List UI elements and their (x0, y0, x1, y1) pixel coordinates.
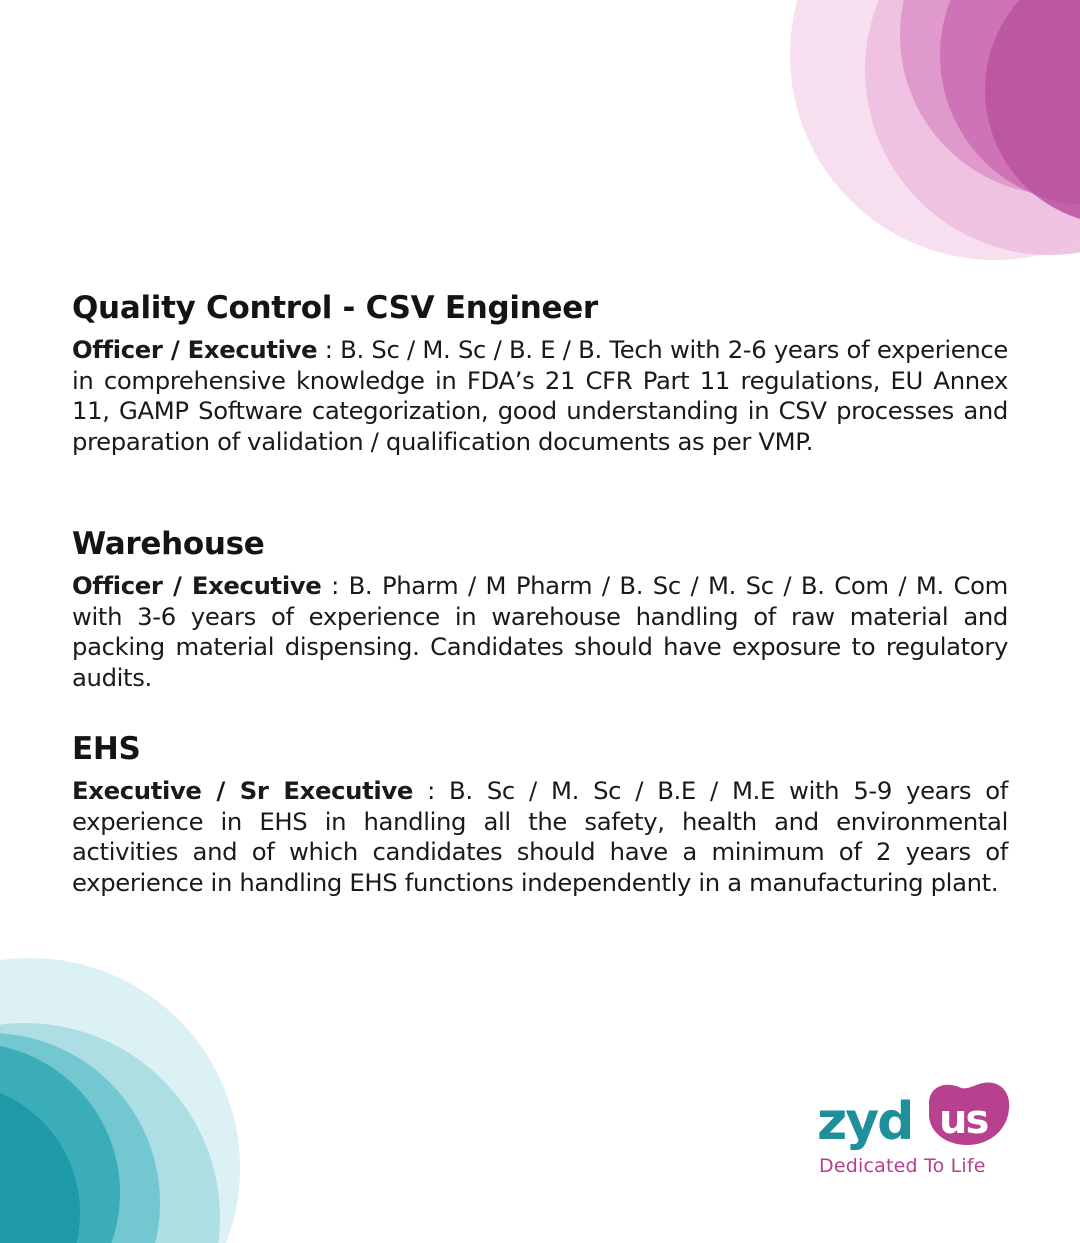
section-quality-control (72, 289, 1008, 457)
section-warehouse (72, 525, 1008, 693)
section-ehs (72, 730, 1008, 898)
svg-text:us: us (939, 1097, 988, 1143)
separator: : (321, 571, 349, 600)
section-description (72, 776, 1008, 898)
requirements-text: B. Pharm / M Pharm / B. Sc / M. Sc / B. Com / M. Com with 3-6 years of experience in warehouse handling of raw material and packing material dispensing. Candidates should have exposure to regulatory audits. (72, 571, 1008, 692)
requirements-text: B. Sc / M. Sc / B. E / B. Tech with 2-6 years of experience in comprehensive knowledge in FDA’s 21 CFR Part 11 regulations, EU Annex 11, GAMP Software categorization, good understanding in CSV processes and preparation of validation / qualification documents as per VMP. (72, 335, 1008, 456)
wordmark-text-zyd: zyd (817, 1092, 913, 1152)
section-description (72, 571, 1008, 693)
zydus-wordmark (817, 1075, 1017, 1155)
role-label: Officer / Executive (72, 571, 322, 600)
section-title: Quality Control - CSV Engineer (72, 290, 598, 326)
section-description (72, 335, 1008, 457)
separator: : (412, 776, 450, 805)
decorative-petals-top-right (760, 0, 1080, 270)
role-label: Officer / Executive (72, 335, 318, 364)
decorative-petals-bottom-left (0, 953, 300, 1243)
requirements-text: B. Sc / M. Sc / B.E / M.E with 5-9 years of experience in EHS in handling all the safety, health and environmental activities and of which candidates should have a minimum of 2 years of experience in handling EHS functions independently in a manufacturing plant. (72, 776, 1009, 897)
logo-tagline: Dedicated To Life (819, 1155, 986, 1177)
section-title: EHS (72, 731, 141, 767)
zydus-logo (817, 1075, 1017, 1185)
role-label: Executive / Sr Executive (72, 776, 413, 805)
separator: : (317, 335, 341, 364)
section-title: Warehouse (72, 526, 265, 562)
